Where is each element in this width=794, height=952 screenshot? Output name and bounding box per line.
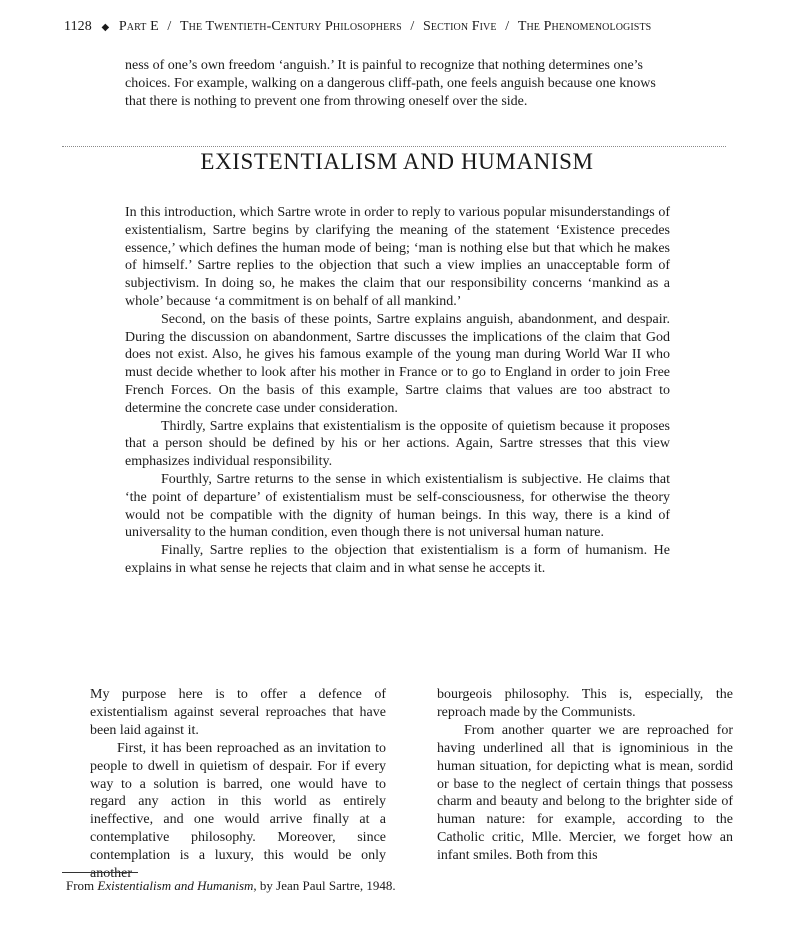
- running-head: [64, 19, 651, 35]
- chapter-title: EXISTENTIALISM AND HUMANISM: [200, 149, 594, 174]
- intro-paragraph: ness of one’s own freedom ‘anguish.’ It is painful to recognize that nothing determines one’s choices. For example, walking on a dangerous cliff-path, one feels anguish because one knows that there is nothing to prevent one from throwing oneself over the side.: [125, 58, 656, 109]
- header-divider: /: [410, 19, 415, 34]
- summary-paragraph: Second, on the basis of these points, Sartre explains anguish, abandonment, and despair. During the discussion on abandonment, Sartre discusses the implications of the claim that God does not exist. Also, he gives his famous example of the young man during World War II who must decide whether to look after his mother in France or to go to England in order to join Free French Forces. On the basis of this example, Sartre claims that values are too abstract to determine the concrete case under consideration.: [125, 311, 670, 416]
- summary-paragraph: In this introduction, which Sartre wrote in order to reply to various popular misunderstandings of existentialism, Sartre begins by clarifying the meaning of the statement ‘Existence precedes essence,’ which defines the human mode of being; ‘man is nothing else but that which he makes of himself.’ Sartre replies to the objection that such a view implies an unacceptable form of subjectivism. In doing so, he makes the claim that our responsibility concerns ‘mankind as a whole’ because ‘a commitment is on behalf of all mankind.’: [125, 205, 670, 309]
- header-divider: /: [505, 19, 510, 34]
- intro-block: [125, 57, 670, 110]
- diamond-icon: ◆: [101, 22, 110, 33]
- body-column-left: [90, 686, 386, 883]
- body-paragraph: My purpose here is to offer a defence of existentialism against several reproaches that have been laid against it.: [90, 687, 386, 738]
- footnote-prefix: From: [66, 878, 98, 893]
- summary-paragraph: Thirdly, Sartre explains that existentialism is the opposite of quietism because it proposes that a person should be defined by his or her actions. Again, Sartre stresses that this view emphasizes individual responsibility.: [125, 418, 670, 470]
- body-paragraph: From another quarter we are reproached for having underlined all that is ignominious in the human situation, for depicting what is mean, sordid or base to the neglect of certain things that possess charm and beauty and belong to the brighter side of human nature: for example, according to the Catholic critic, Mlle. Mercier, we forget how an infant smiles. Both from this: [437, 722, 733, 864]
- source-footnote: [66, 878, 396, 894]
- chapter-label: The Phenomenologists: [517, 19, 652, 34]
- footnote-rule: [62, 872, 138, 873]
- summary-paragraph: Fourthly, Sartre returns to the sense in which existentialism is subjective. He claims that ‘the point of departure’ of existentialism must be self-consciousness, for otherwise the theory would not be compatible with the dignity of human beings. In this way, there is a kind of universality to the human condition, even though there is not universal human nature.: [125, 471, 670, 541]
- header-divider: /: [167, 19, 172, 34]
- section-title: The Twentieth-Century Philosophers: [179, 19, 402, 34]
- body-paragraph: bourgeois philosophy. This is, especially, the reproach made by the Communists.: [437, 687, 733, 720]
- footnote-work-title: Existentialism and Humanism: [97, 878, 254, 893]
- part-label: Part E: [118, 19, 159, 34]
- body-column-right: [437, 686, 733, 865]
- summary-block: [125, 204, 670, 578]
- page-number: 1128: [64, 19, 92, 34]
- summary-paragraph: Finally, Sartre replies to the objection that existentialism is a form of humanism. He explains in what sense he rejects that claim and in what sense he accepts it.: [125, 543, 670, 576]
- body-paragraph: First, it has been reproached as an invitation to people to dwell in quietism of despair. For if every way to a solution is barred, one would have to regard any action in this world as entirely ineffective, and one would arrive finally at a contemplative philosophy. Moreover, since contemplation is a luxury, this would be only another: [90, 740, 386, 882]
- footnote-suffix: , by Jean Paul Sartre, 1948.: [253, 878, 396, 893]
- section-divider: [62, 146, 726, 147]
- section-label: Section Five: [423, 19, 497, 34]
